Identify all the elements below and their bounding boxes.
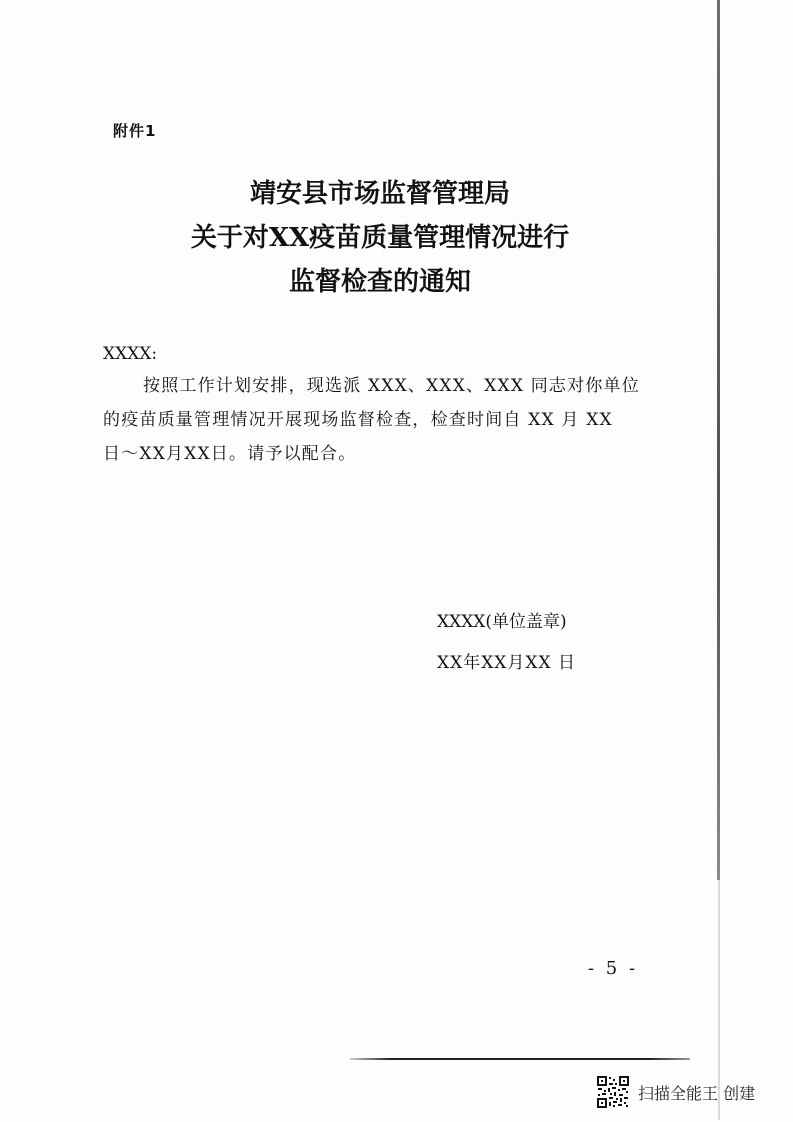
title-line-1: 靖安县市场监督管理局 <box>249 179 510 209</box>
body-paragraph <box>103 369 663 471</box>
title-line-2: 关于对XX疫苗质量管理情况进行 <box>190 223 570 253</box>
document-title <box>120 172 640 304</box>
qr-code-icon <box>596 1075 630 1109</box>
signature-date: XX年XX月XX 日 <box>437 653 577 673</box>
signature-organization: XXXX(单位盖章) <box>437 612 567 632</box>
scanner-watermark <box>596 1072 755 1112</box>
body-line-3: 日～XX月XX日。请予以配合。 <box>103 444 357 464</box>
body-line-2: 的疫苗质量管理情况开展现场监督检查，检查时间自 XX 月 XX <box>103 410 613 430</box>
page-edge-shadow <box>717 0 720 880</box>
attachment-label: 附件1 <box>113 122 157 140</box>
watermark-text: 扫描全能王 创建 <box>638 1083 756 1103</box>
salutation: XXXX: <box>103 344 158 364</box>
bottom-rule-divider <box>350 1058 690 1060</box>
title-line-3: 监督检查的通知 <box>288 267 471 297</box>
page-number: - 5 - <box>588 958 639 979</box>
body-line-1: 按照工作计划安排，现选派 XXX、XXX、XXX 同志对你单位 <box>143 376 640 396</box>
